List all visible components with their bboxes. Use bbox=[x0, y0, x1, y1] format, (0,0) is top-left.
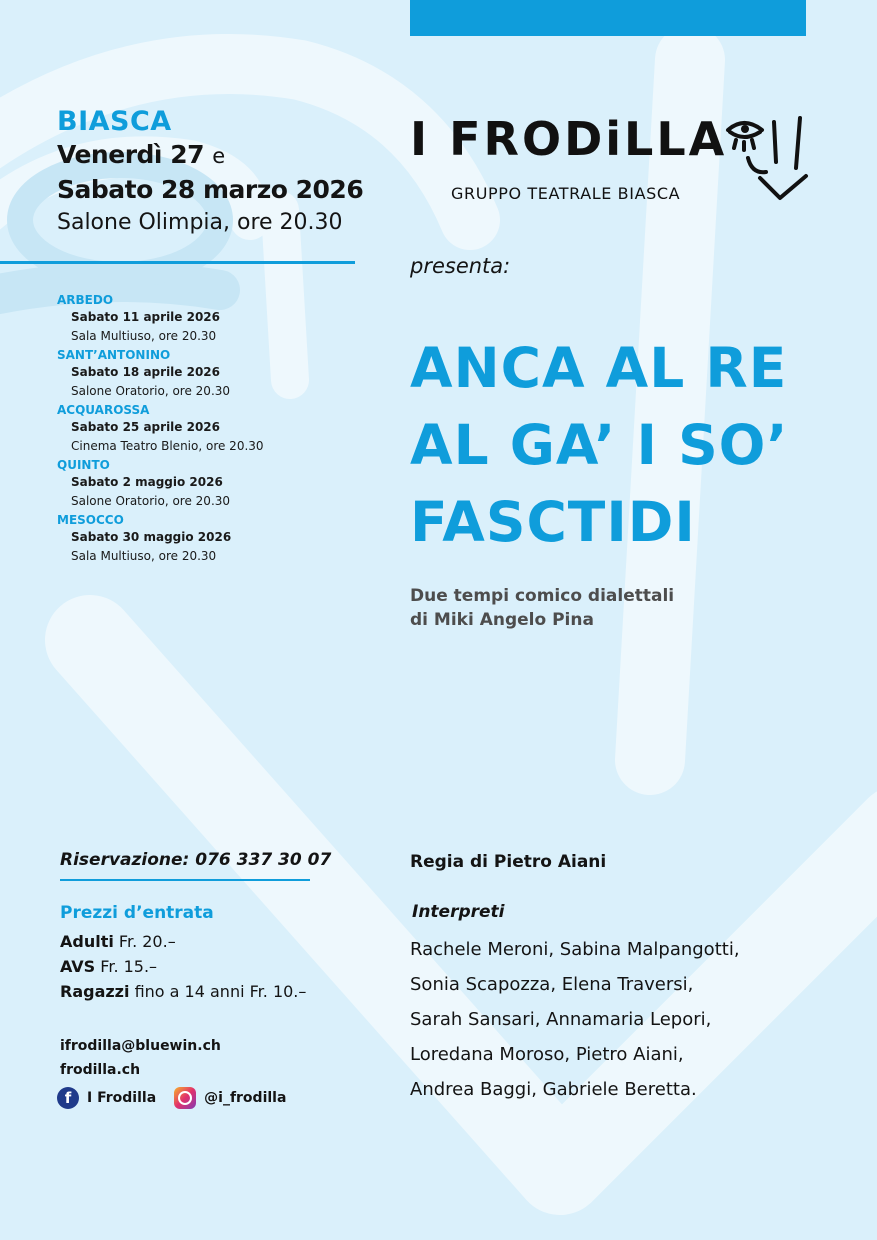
show-title-line: AL GA’ I SO’ bbox=[410, 413, 789, 477]
tour-city: ACQUAROSSA bbox=[57, 403, 150, 417]
tour-place: Sala Multiuso, ore 20.30 bbox=[71, 549, 217, 563]
main-place: Salone Olimpia, ore 20.30 bbox=[57, 210, 343, 235]
show-title bbox=[410, 330, 850, 561]
cast-line: Andrea Baggi, Gabriele Beretta. bbox=[410, 1079, 697, 1100]
tour-place: Salone Oratorio, ore 20.30 bbox=[71, 384, 231, 398]
director-credit: Regia di Pietro Aiani bbox=[410, 852, 607, 872]
tour-stop bbox=[57, 457, 357, 510]
presents-label: presenta: bbox=[410, 254, 511, 278]
price-value: Fr. 20.– bbox=[113, 932, 176, 951]
tour-dates-list bbox=[57, 292, 357, 567]
tour-date: Sabato 18 aprile 2026 bbox=[71, 365, 221, 379]
email-link[interactable]: ifrodilla@bluewin.ch bbox=[60, 1038, 221, 1054]
tour-place: Sala Multiuso, ore 20.30 bbox=[71, 329, 217, 343]
price-label: Adulti bbox=[60, 932, 114, 951]
tour-city: SANT’ANTONINO bbox=[57, 348, 171, 362]
tour-date: Sabato 25 aprile 2026 bbox=[71, 420, 221, 434]
main-venue-block bbox=[57, 106, 363, 239]
header-divider bbox=[0, 261, 355, 264]
eye-heart-mask-icon bbox=[722, 112, 812, 207]
tour-place: Salone Oratorio, ore 20.30 bbox=[71, 494, 231, 508]
tour-date: Sabato 30 maggio 2026 bbox=[71, 530, 232, 544]
tour-place: Cinema Teatro Blenio, ore 20.30 bbox=[71, 439, 264, 453]
tour-stop bbox=[57, 347, 357, 400]
cast-line: Sonia Scapozza, Elena Traversi, bbox=[410, 974, 694, 995]
website-link[interactable]: frodilla.ch bbox=[60, 1062, 141, 1078]
prices-heading: Prezzi d’entrata bbox=[60, 903, 214, 923]
price-value: Fr. 15.– bbox=[95, 957, 158, 976]
date-friday: Venerdì 27 bbox=[57, 140, 204, 169]
instagram-icon[interactable] bbox=[174, 1087, 196, 1109]
price-row bbox=[60, 929, 306, 954]
main-city: BIASCA bbox=[57, 106, 172, 137]
prices-list bbox=[60, 929, 306, 1004]
main-date-line-1 bbox=[57, 138, 363, 173]
show-title-line: FASCTIDI bbox=[410, 490, 696, 554]
instagram-handle[interactable]: @i_frodilla bbox=[204, 1090, 287, 1106]
tour-stop bbox=[57, 402, 357, 455]
facebook-handle[interactable]: I Frodilla bbox=[87, 1090, 157, 1106]
show-subtitle-line: Due tempi comico dialettali bbox=[410, 586, 675, 606]
facebook-icon[interactable]: f bbox=[57, 1087, 79, 1109]
tour-date: Sabato 11 aprile 2026 bbox=[71, 310, 221, 324]
cast-line: Loredana Moroso, Pietro Aiani, bbox=[410, 1044, 684, 1065]
tour-stop bbox=[57, 292, 357, 345]
contact-block bbox=[60, 1034, 221, 1082]
logo-wordmark: I FRODiLLA bbox=[410, 112, 728, 166]
show-subtitle bbox=[410, 584, 674, 632]
tour-date: Sabato 2 maggio 2026 bbox=[71, 475, 223, 489]
reservation-phone: Riservazione: 076 337 30 07 bbox=[60, 850, 332, 870]
top-accent-bar bbox=[410, 0, 806, 36]
social-links bbox=[57, 1087, 286, 1109]
cast-line: Sarah Sansari, Annamaria Lepori, bbox=[410, 1009, 712, 1030]
show-title-line: ANCA AL RE bbox=[410, 336, 788, 400]
price-label: Ragazzi bbox=[60, 982, 130, 1001]
price-value: fino a 14 anni Fr. 10.– bbox=[129, 982, 307, 1001]
tour-city: MESOCCO bbox=[57, 513, 124, 527]
tour-stop bbox=[57, 512, 357, 565]
cast-heading: Interpreti bbox=[412, 902, 505, 922]
date-conjunction: e bbox=[212, 144, 225, 168]
cast-list bbox=[410, 932, 830, 1107]
cast-line: Rachele Meroni, Sabina Malpangotti, bbox=[410, 939, 740, 960]
price-row bbox=[60, 954, 306, 979]
tour-city: ARBEDO bbox=[57, 293, 114, 307]
main-date-line-2: Sabato 28 marzo 2026 bbox=[57, 175, 364, 204]
logo-subtitle: GRUPPO TEATRALE BIASCA bbox=[451, 184, 681, 203]
show-author-line: di Miki Angelo Pina bbox=[410, 610, 594, 630]
tour-city: QUINTO bbox=[57, 458, 110, 472]
reservation-divider bbox=[60, 879, 310, 881]
price-row bbox=[60, 979, 306, 1004]
price-label: AVS bbox=[60, 957, 96, 976]
